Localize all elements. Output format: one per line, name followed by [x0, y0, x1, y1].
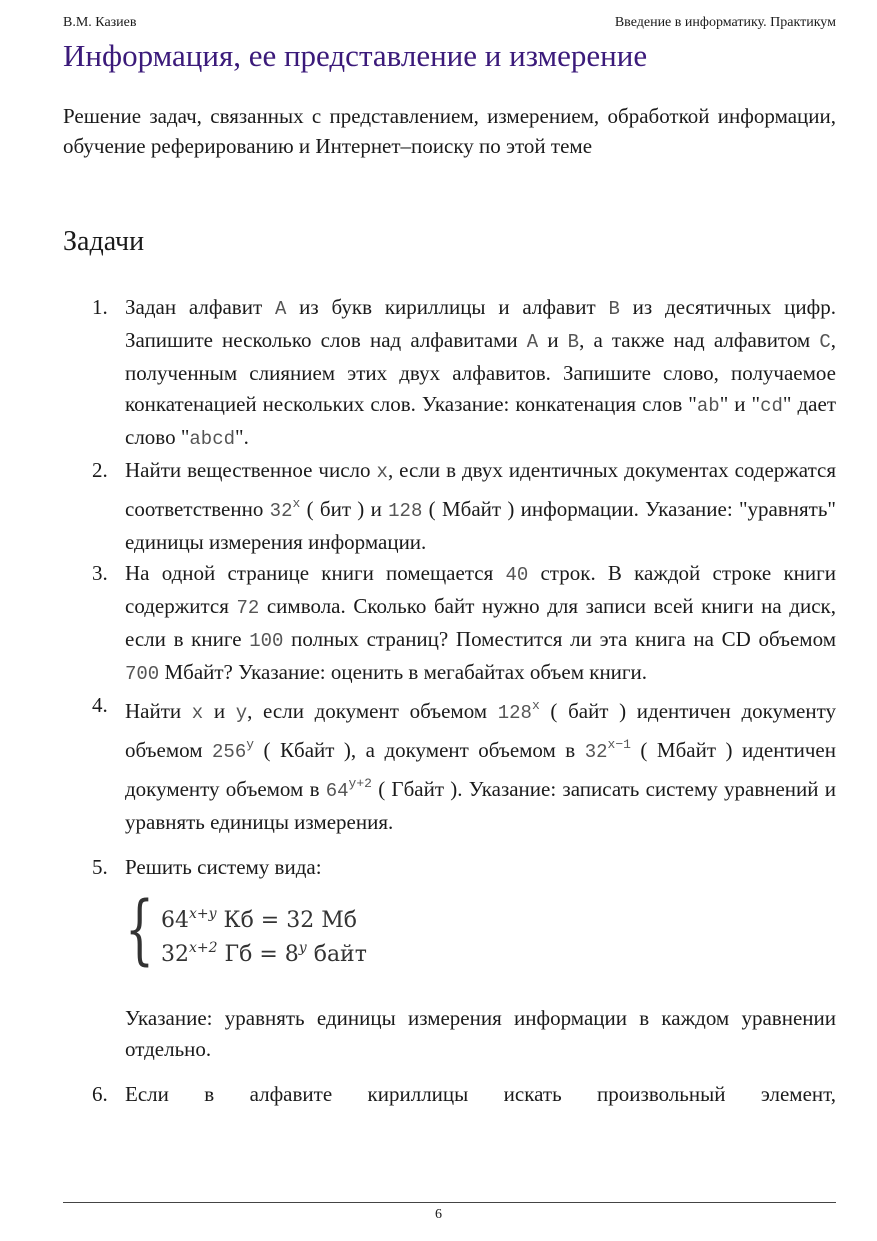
task-6: 6. Если в алфавите кириллицы искать произвольный элемент, — [63, 1079, 836, 1110]
exponent: x — [292, 496, 301, 511]
task-5 — [63, 852, 836, 1065]
var: 64 — [325, 780, 349, 802]
task-list — [63, 292, 836, 1110]
var: 256 — [212, 741, 247, 763]
running-header — [63, 15, 836, 37]
var: abcd — [189, 428, 236, 450]
equation-1: $64^{x+y}$ Кб = 32 Мб — [161, 906, 357, 933]
var: 32 — [584, 741, 608, 763]
var: 40 — [505, 564, 529, 586]
var: B — [608, 298, 620, 320]
var: x — [191, 702, 204, 724]
header-book-title: Введение в информатику. Практикум — [614, 15, 836, 30]
exponent: x — [531, 698, 540, 713]
exponent: y — [246, 737, 255, 752]
var: 72 — [236, 597, 260, 619]
var: x — [376, 461, 388, 483]
task-number: 4. — [92, 693, 108, 717]
exponent: y+2 — [348, 776, 372, 791]
page-number: 6 — [435, 1207, 442, 1222]
var: C — [819, 331, 831, 353]
var: A — [526, 331, 539, 353]
task-number: 6. — [92, 1082, 108, 1106]
task-1: 1. Задан алфавит A из букв кириллицы и алфавит B из десятичных цифр. Запишите несколько слов над алфавитами A и B, а также над алфавитом C, полученным слиянием этих двух алфавитов. Запишите слово, получаемое конкатенацией нескольких слов. Указание: конкатенация слов "ab" и "cd" дает слово "abcd". — [63, 292, 836, 455]
left-brace: { — [125, 884, 155, 973]
chapter-subtitle: Решение задач, связанных с представлением, измерением, обработкой информации, обучение реферированию и Интернет–поиску по этой теме — [63, 104, 836, 158]
exponent: x+y — [189, 906, 217, 922]
var: 128 — [388, 500, 423, 522]
var: A — [274, 298, 287, 320]
var: B — [567, 331, 580, 353]
section-heading: Задачи — [63, 226, 145, 257]
task-5-intro: Решить систему вида: — [125, 855, 322, 879]
var: ab — [696, 395, 720, 417]
chapter-title: Информация, ее представление и измерение — [63, 38, 648, 73]
var: cd — [760, 395, 783, 417]
var: 100 — [249, 630, 284, 652]
header-author: В.М. Казиев — [63, 15, 137, 30]
task-3: 3. На одной странице книги помещается 40 строк. В каждой строке книги содержится 72 символа. Сколько байт нужно для записи всей книги на диск, если в книге 100 полных страниц? Поместится ли эта книга на CD объемом 700 Мбайт? Указание: оценить в мегабайтах объем книги. — [63, 558, 836, 690]
task-number: 1. — [92, 295, 108, 319]
task-5-hint: Указание: уравнять единицы измерения информации в каждом уравнении отдельно. — [125, 1006, 836, 1061]
exponent: x+2 — [189, 940, 218, 956]
equation-2: $32^{x+2}$ Гб = $8^y$ байт — [161, 940, 367, 967]
footer-divider — [63, 1202, 836, 1203]
task-number: 3. — [92, 561, 108, 585]
var: 700 — [125, 663, 160, 685]
task-number: 5. — [92, 855, 108, 879]
task-4: 4. Найти x и y, если документ объемом 128$^x$ ( байт ) идентичен документу объемом 256$^y$ ( Кбайт ), а документ объемом в $32^{x-1}$ ( Мбайт ) идентичен документу объемом в $64^{y+2}$ ( Гбайт ). Указание: записать систему уравнений и уравнять единицы измерения. — [63, 690, 836, 838]
task-number: 2. — [92, 458, 108, 482]
var: y — [235, 702, 248, 724]
equation-system — [125, 884, 836, 981]
task-2: 2. Найти вещественное число x, если в двух идентичных документах содержатся соответственно 32$^x$ ( бит ) и 128 ( Мбайт ) информации. Указание: "уравнять" единицы измерения информации. — [63, 455, 836, 558]
var: 128 — [497, 702, 532, 724]
exponent: y — [298, 940, 307, 956]
exponent: x−1 — [607, 737, 631, 752]
var: 32 — [269, 500, 293, 522]
